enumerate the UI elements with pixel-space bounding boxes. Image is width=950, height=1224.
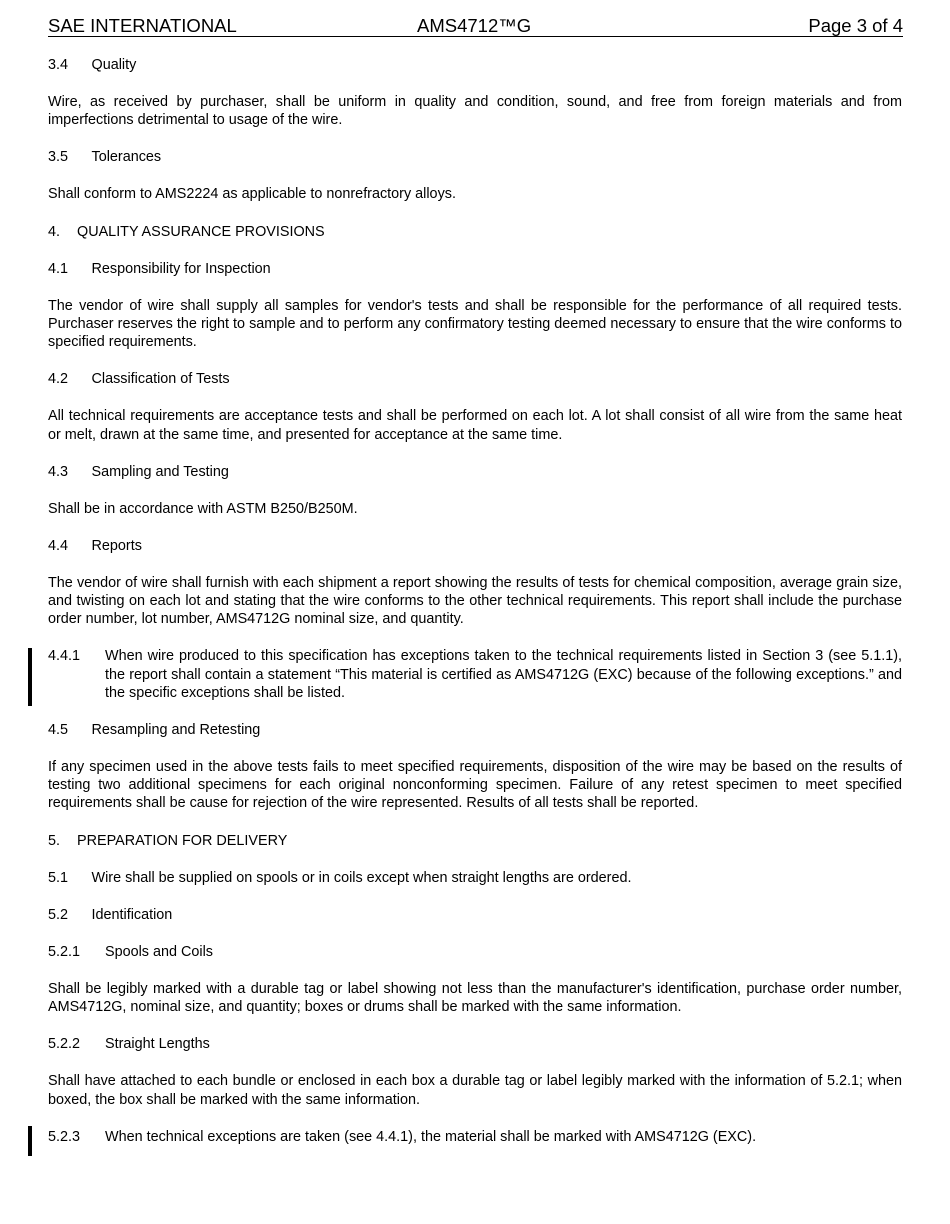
paragraph: The vendor of wire shall supply all samples for vendor's tests and shall be responsible for the performance of all required tests. Purchaser reserves the right to sample and to perform any confirmatory testing deemed necessary to ensure that the wire conforms to specified requirements. [48, 297, 902, 351]
paragraph: Shall have attached to each bundle or enclosed in each box a durable tag or label legibly marked with the information of 5.2.1; when boxed, the box shall be marked with the same information. [48, 1073, 902, 1108]
page-header [48, 14, 903, 37]
header-org: SAE INTERNATIONAL [48, 15, 237, 36]
section-heading: 4.4 Reports [48, 537, 142, 554]
section-heading: 5.2.2 Straight Lengths [48, 1036, 210, 1053]
section-heading: 5.1 Wire shall be supplied on spools or in coils except when straight lengths are ordered. [48, 869, 632, 886]
subsection-text: When wire produced to this specification has exceptions taken to the technical requirements listed in Section 3 (see 5.1.1), the report shall contain a statement “This material is certified as AMS4712G (EXC) because of the following exceptions.” and the specific exceptions shall be listed. [105, 648, 902, 701]
subsection-paragraph [48, 647, 902, 702]
section-heading: 3.5 Tolerances [48, 149, 162, 166]
subsection-number: 4.4.1 [48, 648, 81, 665]
header-page-number: Page 3 of 4 [808, 15, 903, 36]
section-heading: 4.3 Sampling and Testing [48, 463, 229, 480]
section-heading: 4.5 Resampling and Retesting [48, 721, 261, 738]
header-doc-number: AMS4712™G [417, 15, 532, 36]
paragraph: Shall conform to AMS2224 as applicable to nonrefractory alloys. [48, 186, 456, 203]
section-heading: 3.4 Quality [48, 57, 137, 73]
paragraph: The vendor of wire shall furnish with each shipment a report showing the results of tests for chemical composition, average grain size, and twisting on each lot and stating that the wire conforms to the other technical requirements. This report shall include the purchase order number, lot number, AMS4712G nominal size, and quantity. [48, 574, 902, 628]
revision-bar [28, 1126, 32, 1156]
section-heading: 5.2.1 Spools and Coils [48, 943, 213, 960]
paragraph: If any specimen used in the above tests fails to meet specified requirements, disposition of the wire may be based on the results of testing two additional specimens for each original nonconforming specimen. Failure of any retest specimen to meet specified requirements shall be cause for rejection of the wire represented. Results of all tests shall be reported. [48, 759, 902, 812]
document-body [48, 56, 902, 1165]
paragraph: Shall be legibly marked with a durable tag or label showing not less than the manufacturer's identification, purchase order number, AMS4712G, nominal size, and quantity; boxes or drums shall be marked with the same information. [48, 980, 902, 1016]
paragraph: Shall be in accordance with ASTM B250/B250M. [48, 500, 358, 517]
section-heading: 5. PREPARATION FOR DELIVERY [48, 832, 288, 849]
section-heading: 4.1 Responsibility for Inspection [48, 260, 271, 277]
paragraph: All technical requirements are acceptance tests and shall be performed on each lot. A lot shall consist of all wire from the same heat or melt, drawn at the same time, and presented for acceptance at the same time. [48, 408, 902, 443]
revision-bar [28, 648, 32, 706]
section-heading: 4.2 Classification of Tests [48, 371, 230, 388]
section-heading: 5.2 Identification [48, 906, 173, 923]
paragraph: Wire, as received by purchaser, shall be uniform in quality and condition, sound, and free from foreign materials and from imperfections detrimental to usage of the wire. [48, 94, 902, 129]
section-heading: 4. QUALITY ASSURANCE PROVISIONS [48, 223, 325, 240]
section-heading: 5.2.3 When technical exceptions are taken (see 4.4.1), the material shall be marked with AMS4712G (EXC). [48, 1128, 757, 1145]
